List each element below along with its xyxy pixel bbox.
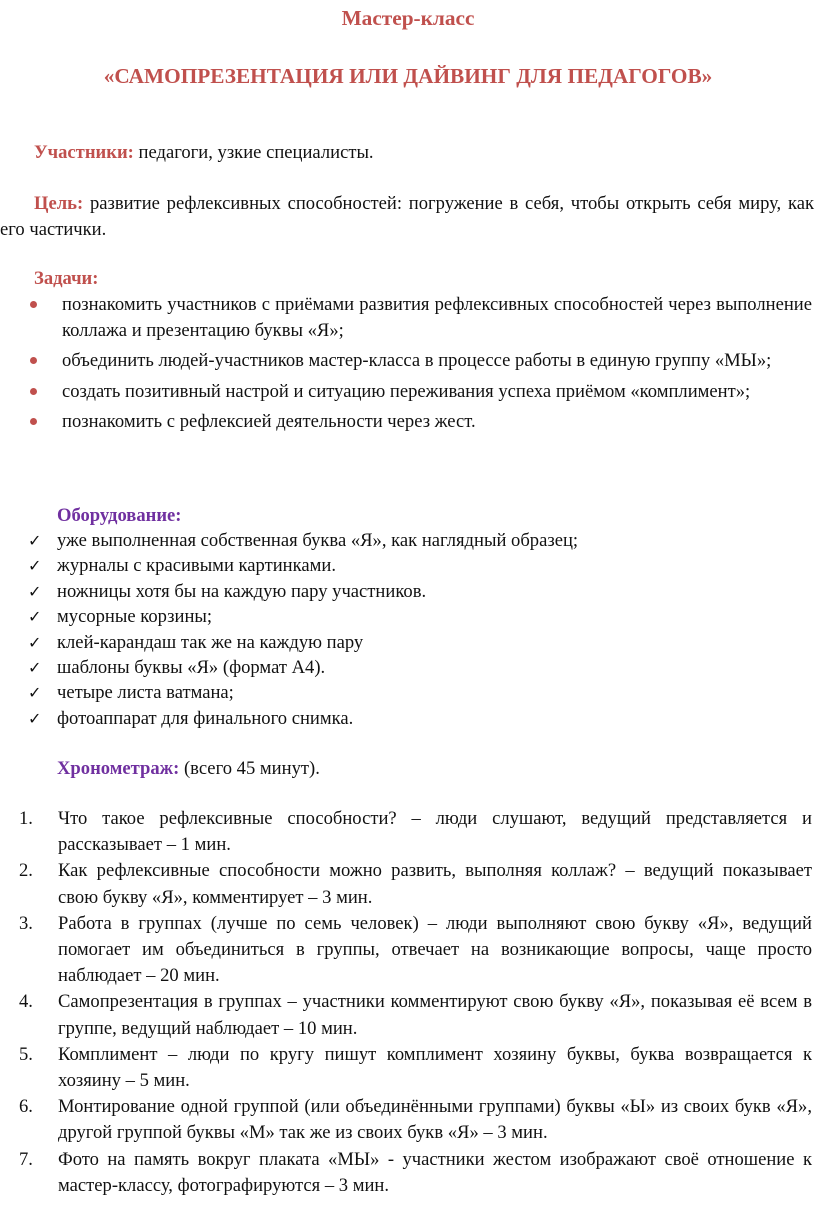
list-item [0,706,816,731]
list-item [0,806,814,858]
goal-text: развитие рефлексивных способностей: погружение в себя, чтобы открыть себя миру, как его частички. [0,193,814,240]
timing-paragraph [0,756,816,782]
item-number: 6. [19,1096,33,1118]
participants-text: педагоги, узкие специалисты. [138,142,374,163]
checkmark-icon: ✓ [28,556,42,576]
equipment-label: Оборудование: [57,505,182,526]
list-item [0,553,816,578]
list-item-text: клей-карандаш так же на каждую пару [57,631,364,653]
list-item [0,911,814,990]
checkmark-icon: ✓ [28,607,42,627]
tasks-list [0,292,814,440]
list-item [0,579,816,604]
list-item-text: Комплимент – люди по кругу пишут комплимент хозяину буквы, буква возвращается к хозяину – 5 мин. [58,1043,812,1092]
list-item [0,604,816,629]
checkmark-icon: ✓ [28,632,42,652]
item-number: 7. [19,1148,33,1170]
list-item-text: Монтирование одной группой (или объединёнными группами) буквы «Ы» из своих букв «Я», другой группой буквы «М» так же из своих букв «Я» – 3 мин. [58,1096,812,1144]
item-number: 5. [19,1043,33,1065]
checkmark-icon: ✓ [28,683,42,703]
tasks-label: Задачи: [34,268,99,289]
list-item [0,292,814,343]
page-subtitle: «САМОПРЕЗЕНТАЦИЯ ИЛИ ДАЙВИНГ ДЛЯ ПЕДАГОГОВ» [103,64,713,88]
list-item [0,680,816,705]
list-item-text: познакомить участников с приёмами развития рефлексивных способностей через выполнение коллажа и презентацию буквы «Я»; [62,294,812,341]
list-item-text: Как рефлексивные способности можно развить, выполняя коллаж? – ведущий показывает свою букву «Я», комментирует – 3 мин. [58,860,812,908]
list-item [0,348,814,374]
list-item [0,630,816,655]
list-item [0,858,814,910]
list-item-text: ножницы хотя бы на каждую пару участников. [57,580,427,602]
participants-label: Участники: [34,142,134,163]
list-item [0,1147,814,1199]
item-number: 1. [19,808,33,829]
list-item-text: познакомить с рефлексией деятельности через жест. [62,411,476,433]
checkmark-icon: ✓ [28,531,42,550]
bullet-dot-icon [30,301,37,308]
list-item [0,379,814,405]
list-item-text: журналы с красивыми картинками. [57,555,337,577]
timing-list [0,806,814,1199]
checkmark-icon: ✓ [28,658,42,678]
item-number: 4. [19,991,33,1013]
item-number: 2. [19,860,33,882]
list-item-text: четыре листа ватмана; [57,682,234,704]
participants-paragraph [0,140,816,166]
list-item [0,989,814,1041]
list-item-text: фотоаппарат для финального снимка. [57,707,354,729]
goal-label: Цель: [34,193,84,214]
list-item-text: шаблоны буквы «Я» (формат А4). [57,657,326,679]
list-item-text: Фото на память вокруг плаката «МЫ» - участники жестом изображают своё отношение к мастер-классу, фотографируются – 3 мин. [58,1148,812,1196]
list-item-text: уже выполненная собственная буква «Я», как наглядный образец; [57,530,579,551]
list-item [0,655,816,680]
list-item-text: мусорные корзины; [57,606,213,628]
page-title: Мастер-класс [341,6,475,30]
list-item-text: Самопрезентация в группах – участники комментируют свою букву «Я», показывая её всем в группе, ведущий наблюдает – 10 мин. [58,991,812,1039]
bullet-dot-icon [30,388,37,395]
bullet-dot-icon [30,357,37,364]
list-item-text: Работа в группах (лучше по семь человек) – люди выполняют свою букву «Я», ведущий помогает им объединиться в группы, отвечает на возникающие вопросы, чаще просто наблюдает – 20 мин. [58,912,812,987]
item-number: 3. [19,912,33,934]
equipment-list [0,528,816,731]
list-item-text: Что такое рефлексивные способности? – люди слушают, ведущий представляется и рассказывает – 1 мин. [58,808,812,856]
list-item [0,1094,814,1146]
list-item-text: создать позитивный настрой и ситуацию переживания успеха приёмом «комплимент»; [62,380,751,402]
checkmark-icon: ✓ [28,581,42,601]
goal-paragraph [0,191,814,242]
list-item [0,1042,814,1094]
list-item-text: объединить людей-участников мастер-класса в процессе работы в единую группу «МЫ»; [62,350,772,372]
list-item [0,528,816,553]
bullet-dot-icon [30,418,37,425]
checkmark-icon: ✓ [28,708,42,728]
timing-text: (всего 45 минут). [183,758,320,779]
list-item [0,409,814,435]
timing-label: Хронометраж: [57,758,180,779]
